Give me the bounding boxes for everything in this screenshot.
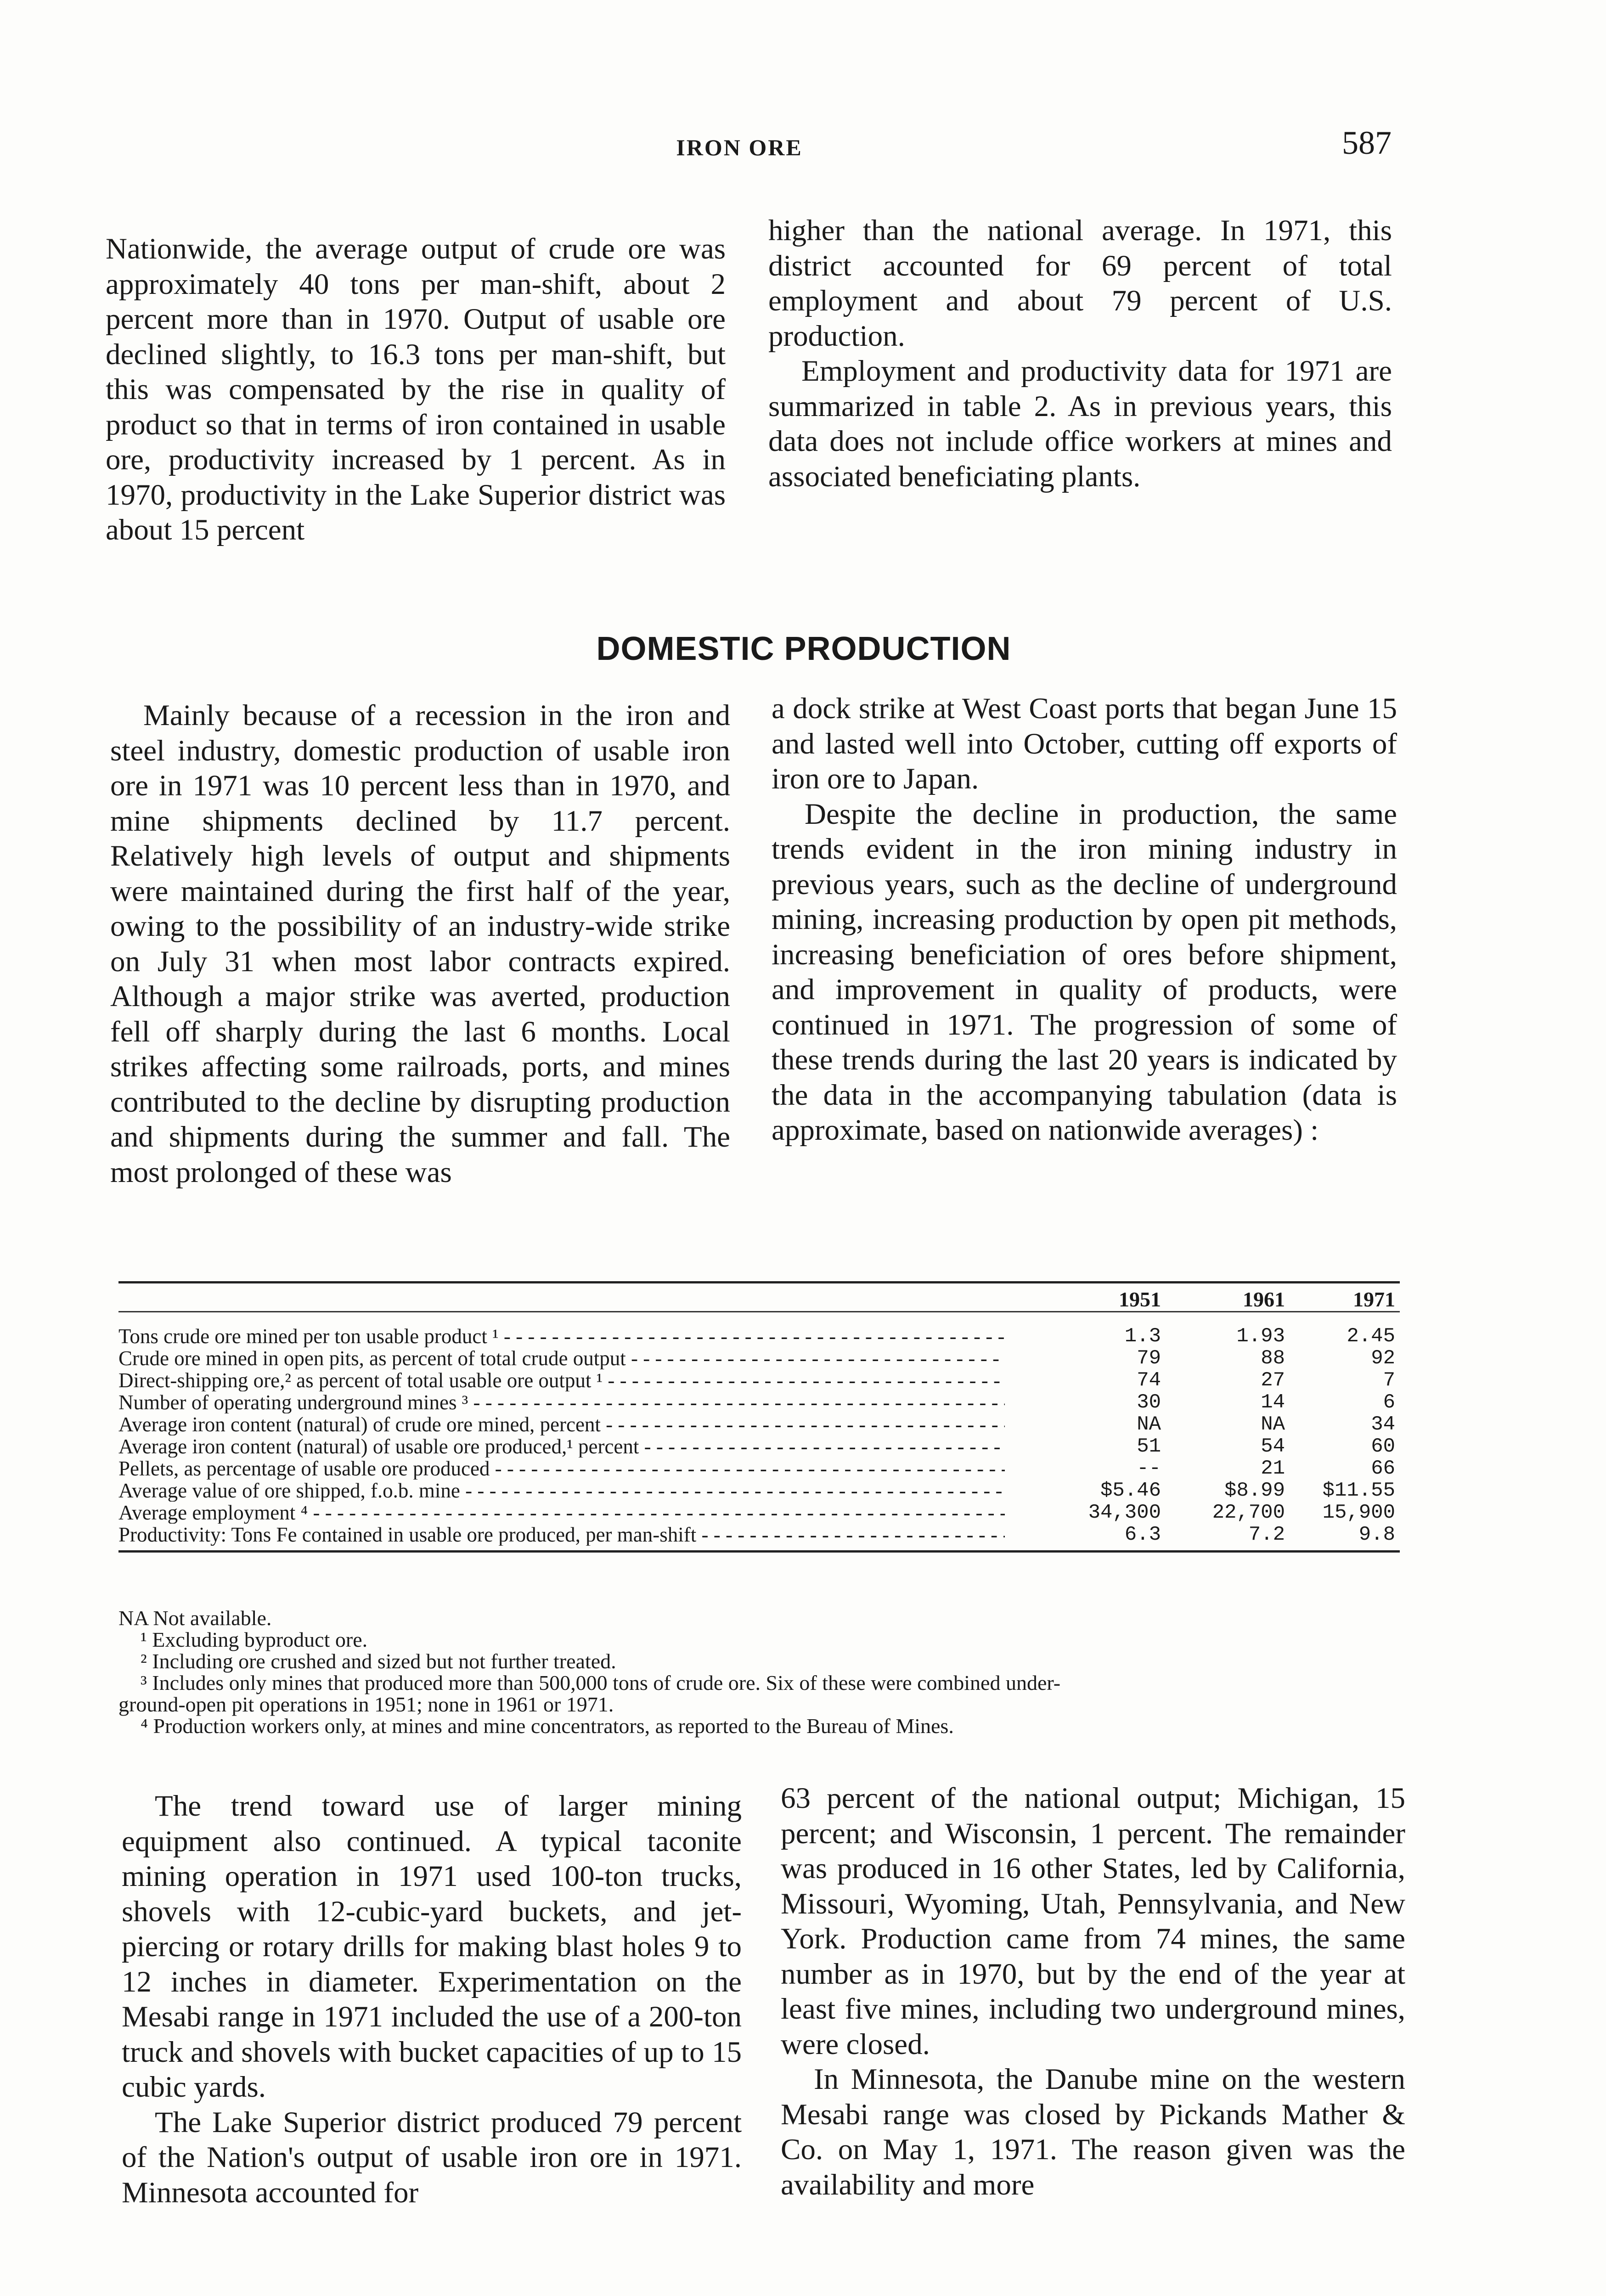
- cell-1951: 51: [1137, 1435, 1161, 1458]
- paragraph: The trend toward use of larger mining equipment also continued. A typical taconite mining operation in 1971 used 100-ton trucks, shovels with 12-cubic-yard buckets, and jet-piercing or rotary drills for making blast holes 9 to 12 inches in diameter. Experimentation on the Mesabi range in 1971 included the use of a 200-ton truck and shovels with bucket capacities of up to 15 cubic yards.: [122, 1790, 742, 2104]
- row-label: Pellets, as percentage of usable ore produced - - -: [118, 1458, 1005, 1480]
- row-label: Crude ore mined in open pits, as percent of total crude output - - -: [118, 1347, 1005, 1369]
- footnote-3-continued: ground-open pit operations in 1951; none in 1961 or 1971.: [118, 1693, 614, 1716]
- column-header: 1971: [1353, 1288, 1395, 1311]
- table-row: [118, 1480, 1400, 1502]
- table-row: [118, 1435, 1400, 1458]
- table-row: [118, 1347, 1400, 1369]
- cell-1971: 7: [1383, 1369, 1395, 1392]
- cell-1951: $5.46: [1100, 1479, 1161, 1502]
- table-row: [118, 1369, 1400, 1391]
- cell-1961: 21: [1261, 1457, 1285, 1480]
- table-bottom-rule: [118, 1550, 1400, 1553]
- section-left-column: [110, 698, 730, 1190]
- paragraph: In Minnesota, the Danube mine on the western Mesabi range was closed by Pickands Mather & Co. on May 1, 1971. The reason given was the availability and more: [781, 2063, 1405, 2201]
- cell-1951: 79: [1137, 1347, 1161, 1370]
- cell-1961: 7.2: [1248, 1523, 1285, 1546]
- cell-1961: 14: [1261, 1391, 1285, 1414]
- paragraph: a dock strike at West Coast ports that began June 15 and lasted well into October, cutting off exports of iron ore to Japan.: [772, 692, 1397, 795]
- cell-1961: 22,700: [1212, 1501, 1285, 1524]
- cell-1961: 1.93: [1236, 1325, 1285, 1348]
- cell-1961: 27: [1261, 1369, 1285, 1392]
- table-row: [118, 1524, 1400, 1546]
- intro-left-column: [106, 231, 726, 548]
- running-header: IRON ORE: [676, 135, 803, 160]
- cell-1961: 54: [1261, 1435, 1285, 1458]
- footnote-2: ² Including ore crushed and sized but not further treated.: [141, 1649, 616, 1673]
- cell-1951: 30: [1137, 1391, 1161, 1414]
- paragraph: Mainly because of a recession in the iron and steel industry, domestic production of usable iron ore in 1971 was 10 percent less than in 1970, and mine shipments declined by 11.7 percent. Relatively high levels of output and shipments were maintained during the first half of the year, owing to the possibility of an industry-wide strike on July 31 when most labor contracts expired. Although a major strike was averted, production fell off sharply during the last 6 months. Local strikes affecting some railroads, ports, and mines contributed to the decline by disrupting production and shipments during the summer and fall. The most prolonged of these was: [110, 699, 730, 1189]
- cell-1971: 15,900: [1322, 1501, 1395, 1524]
- row-label: Tons crude ore mined per ton usable product ¹ - - -: [118, 1325, 1005, 1347]
- table-body: [118, 1312, 1400, 1550]
- cell-1951: --: [1137, 1457, 1161, 1480]
- table-row: [118, 1413, 1400, 1435]
- cell-1951: NA: [1137, 1413, 1161, 1436]
- cell-1961: 88: [1261, 1347, 1285, 1370]
- cell-1971: 6: [1383, 1391, 1395, 1414]
- section-heading: DOMESTIC PRODUCTION: [596, 630, 1011, 667]
- table-row: [118, 1325, 1400, 1347]
- cell-1961: $8.99: [1224, 1479, 1285, 1502]
- footnote-3: ³ Includes only mines that produced more than 500,000 tons of crude ore. Six of these were combined under-: [141, 1671, 1061, 1694]
- closing-left-column: [122, 1789, 742, 2210]
- paragraph: 63 percent of the national output; Michigan, 15 percent; and Wisconsin, 1 percent. The remainder was produced in 16 other States, led by California, Missouri, Wyoming, Utah, Pennsylvania, and New York. Production came from 74 mines, the same number as in 1970, but by the end of the year at least five mines, including two underground mines, were closed.: [781, 1782, 1405, 2061]
- row-label: Average employment ⁴ - - -: [118, 1502, 1005, 1524]
- table-row: [118, 1502, 1400, 1524]
- cell-1971: 2.45: [1347, 1325, 1395, 1348]
- column-header: 1951: [1119, 1288, 1161, 1311]
- cell-1961: NA: [1261, 1413, 1285, 1436]
- cell-1971: $11.55: [1322, 1479, 1395, 1502]
- table-header-row: [118, 1283, 1400, 1311]
- footnote-na: NA Not available.: [118, 1606, 272, 1630]
- trends-table: [118, 1281, 1400, 1553]
- page-number: 587: [1342, 124, 1392, 161]
- cell-1971: 60: [1371, 1435, 1395, 1458]
- column-header: 1961: [1243, 1288, 1285, 1311]
- row-label: Average iron content (natural) of crude ore mined, percent - - -: [118, 1413, 1005, 1435]
- cell-1971: 66: [1371, 1457, 1395, 1480]
- footnote-4: ⁴ Production workers only, at mines and mine concentrators, as reported to the Bureau of Mines.: [141, 1714, 954, 1738]
- cell-1971: 92: [1371, 1347, 1395, 1370]
- footnote-1: ¹ Excluding byproduct ore.: [141, 1628, 368, 1651]
- cell-1971: 34: [1371, 1413, 1395, 1436]
- row-label: Number of operating underground mines ³ - - -: [118, 1391, 1005, 1413]
- section-right-column: [772, 691, 1397, 1148]
- row-label: Average iron content (natural) of usable ore produced,¹ percent - - -: [118, 1435, 1005, 1458]
- paragraph: Despite the decline in production, the same trends evident in the iron mining industry in previous years, such as the decline of underground mining, increasing production by open pit methods, increasing beneficiation of ores before shipment, and improvement in quality of products, were continued in 1971. The progression of some of these trends during the last 20 years is indicated by the data in the accompanying tabulation (data is approximate, based on nationwide averages) :: [772, 797, 1397, 1147]
- paragraph: The Lake Superior district produced 79 percent of the Nation's output of usable iron ore in 1971. Minnesota accounted for: [122, 2105, 742, 2209]
- table-row: [118, 1458, 1400, 1480]
- paragraph: Nationwide, the average output of crude ore was approximately 40 tons per man-shift, about 2 percent more than in 1970. Output of usable ore declined slightly, to 16.3 tons per man-shift, but this was compensated by the rise in quality of product so that in terms of iron contained in usable ore, productivity increased by 1 percent. As in 1970, productivity in the Lake Superior district was about 15 percent: [106, 232, 726, 546]
- cell-1951: 6.3: [1124, 1523, 1161, 1546]
- intro-right-column: [768, 213, 1392, 494]
- row-label: Average value of ore shipped, f.o.b. mine - - -: [118, 1480, 1005, 1502]
- row-label: Direct-shipping ore,² as percent of total usable ore output ¹ - - -: [118, 1369, 1005, 1391]
- table-footnotes: [118, 1607, 1400, 1737]
- row-label: Productivity: Tons Fe contained in usable ore produced, per man-shift - - -: [118, 1524, 1005, 1546]
- cell-1951: 34,300: [1088, 1501, 1161, 1524]
- paragraph: Employment and productivity data for 1971 are summarized in table 2. As in previous years, this data does not include office workers at mines and associated beneficiating plants.: [768, 355, 1392, 493]
- paragraph: higher than the national average. In 1971, this district accounted for 69 percent of total employment and about 79 percent of U.S. production.: [768, 214, 1392, 353]
- table-row: [118, 1391, 1400, 1413]
- closing-right-column: [781, 1781, 1405, 2202]
- cell-1951: 1.3: [1124, 1325, 1161, 1348]
- cell-1951: 74: [1137, 1369, 1161, 1392]
- cell-1971: 9.8: [1358, 1523, 1395, 1546]
